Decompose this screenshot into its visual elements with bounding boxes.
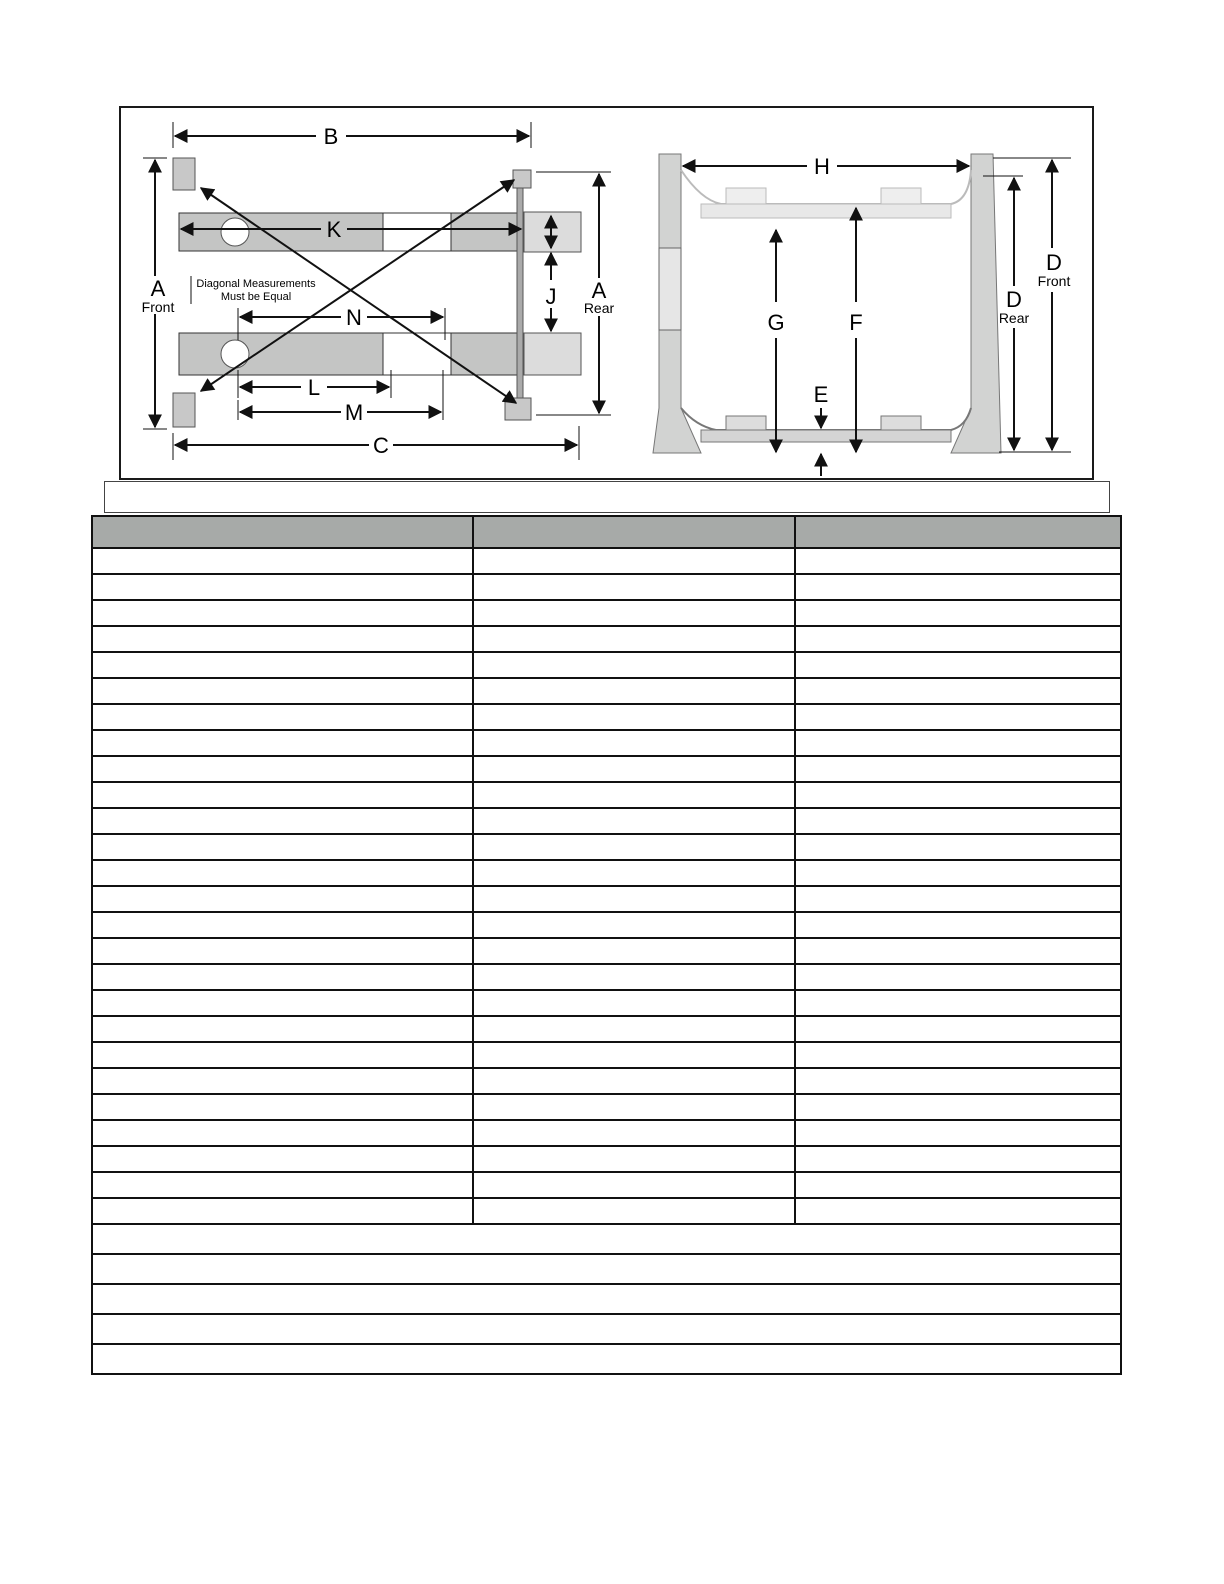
figure-caption <box>104 481 1110 513</box>
table-cell <box>92 652 473 678</box>
table-note-row <box>92 1254 1121 1284</box>
table-cell <box>473 938 795 964</box>
spec-table <box>91 515 1122 1375</box>
table-cell <box>795 1016 1121 1042</box>
table-cell <box>473 652 795 678</box>
table-row <box>92 886 1121 912</box>
table-row <box>92 1016 1121 1042</box>
table-note-cell <box>92 1224 1121 1254</box>
label-F: F <box>849 310 863 335</box>
table-note-row <box>92 1344 1121 1374</box>
diagonal-note-line1: Diagonal Measurements <box>196 278 316 290</box>
table-cell <box>795 730 1121 756</box>
label-D-rear: D <box>1006 287 1022 312</box>
table-cell <box>795 1042 1121 1068</box>
table-cell <box>473 1068 795 1094</box>
table-cell <box>92 964 473 990</box>
table-cell <box>473 808 795 834</box>
table-row <box>92 860 1121 886</box>
table-cell <box>473 626 795 652</box>
table-cell <box>795 548 1121 574</box>
diagonal-note-line2: Must be Equal <box>220 291 292 303</box>
table-row <box>92 990 1121 1016</box>
table-cell <box>92 1042 473 1068</box>
table-cell <box>795 938 1121 964</box>
ramp-top <box>524 212 581 252</box>
table-cell <box>473 860 795 886</box>
top-view <box>142 122 615 460</box>
label-A-rear-word: Rear <box>583 300 615 316</box>
lift-diagram-svg <box>121 108 1096 482</box>
runway-lowered <box>701 430 951 442</box>
table-cell <box>92 600 473 626</box>
table-cell <box>795 834 1121 860</box>
table-cell <box>473 1094 795 1120</box>
label-E: E <box>813 382 829 407</box>
label-A-front-word: Front <box>141 299 175 315</box>
table-header-cell <box>795 516 1121 548</box>
table-cell <box>473 964 795 990</box>
table-cell <box>92 1198 473 1224</box>
table-cell <box>795 1146 1121 1172</box>
table-cell <box>473 1146 795 1172</box>
label-J: J <box>545 284 557 309</box>
label-M: M <box>344 400 364 425</box>
table-cell <box>473 990 795 1016</box>
table-cell <box>92 886 473 912</box>
table-cell <box>473 574 795 600</box>
table-cell <box>473 886 795 912</box>
table-note-cell <box>92 1254 1121 1284</box>
power-unit <box>659 248 681 330</box>
table-cell <box>795 1094 1121 1120</box>
label-G: G <box>767 310 785 335</box>
table-cell <box>795 652 1121 678</box>
table-cell <box>473 1120 795 1146</box>
table-cell <box>473 756 795 782</box>
table-cell <box>473 1016 795 1042</box>
label-N: N <box>346 305 362 330</box>
table-cell <box>795 808 1121 834</box>
table-cell <box>795 678 1121 704</box>
table-row <box>92 938 1121 964</box>
runway-raised <box>701 204 951 218</box>
table-row <box>92 964 1121 990</box>
table-cell <box>795 574 1121 600</box>
table-cell <box>795 886 1121 912</box>
post-front-right <box>173 393 195 427</box>
table-row <box>92 1120 1121 1146</box>
table-cell <box>795 1172 1121 1198</box>
table-cell <box>795 626 1121 652</box>
label-D-front: D <box>1046 250 1062 275</box>
table-row <box>92 1146 1121 1172</box>
lift-dimension-figure <box>119 106 1094 480</box>
table-note-row <box>92 1314 1121 1344</box>
table-cell <box>473 704 795 730</box>
table-cell <box>795 704 1121 730</box>
table-cell <box>92 938 473 964</box>
label-B: B <box>323 124 339 149</box>
ramp-bottom <box>524 333 581 375</box>
table-note-cell <box>92 1314 1121 1344</box>
table-cell <box>473 912 795 938</box>
table-cell <box>795 756 1121 782</box>
table-header-cell <box>473 516 795 548</box>
table-cell <box>92 1016 473 1042</box>
table-cell <box>92 548 473 574</box>
table-row <box>92 834 1121 860</box>
table-note-row <box>92 1284 1121 1314</box>
table-row <box>92 626 1121 652</box>
table-cell <box>92 574 473 600</box>
table-cell <box>473 1172 795 1198</box>
table-note-cell <box>92 1284 1121 1314</box>
table-cell <box>92 626 473 652</box>
table-cell <box>92 834 473 860</box>
label-D-rear-word: Rear <box>998 310 1030 326</box>
table-row <box>92 574 1121 600</box>
table-cell <box>473 782 795 808</box>
label-C: C <box>373 433 389 458</box>
table-cell <box>92 1068 473 1094</box>
table-cell <box>92 704 473 730</box>
table-row <box>92 808 1121 834</box>
table-cell <box>92 912 473 938</box>
table-cell <box>795 860 1121 886</box>
table-cell <box>92 808 473 834</box>
table-row <box>92 730 1121 756</box>
table-note-cell <box>92 1344 1121 1374</box>
label-D-front-word: Front <box>1037 273 1071 289</box>
table-cell <box>795 912 1121 938</box>
table-row <box>92 782 1121 808</box>
table-cell <box>795 964 1121 990</box>
table-cell <box>92 678 473 704</box>
table-cell <box>473 548 795 574</box>
table-cell <box>473 1042 795 1068</box>
table-cell <box>92 1120 473 1146</box>
table-cell <box>795 990 1121 1016</box>
table-row <box>92 912 1121 938</box>
table-cell <box>92 1094 473 1120</box>
table-cell <box>795 1120 1121 1146</box>
table-row <box>92 756 1121 782</box>
table-cell <box>795 782 1121 808</box>
table-body <box>92 548 1121 1374</box>
table-cell <box>92 1146 473 1172</box>
table-header-cell <box>92 516 473 548</box>
post-rear-left <box>513 170 531 188</box>
table-row <box>92 1068 1121 1094</box>
table-row <box>92 1042 1121 1068</box>
table-row <box>92 704 1121 730</box>
table-cell <box>473 600 795 626</box>
table-cell <box>92 990 473 1016</box>
label-A-front: A <box>150 276 166 301</box>
post-right <box>951 154 1001 453</box>
table-cell <box>473 834 795 860</box>
table-row <box>92 600 1121 626</box>
table-cell <box>473 730 795 756</box>
table-cell <box>795 1198 1121 1224</box>
label-A-rear: A <box>591 278 607 303</box>
table-cell <box>92 860 473 886</box>
table-cell <box>473 678 795 704</box>
post-front-left <box>173 158 195 190</box>
table-row <box>92 678 1121 704</box>
label-K: K <box>326 217 342 242</box>
table-row <box>92 652 1121 678</box>
table-cell <box>92 782 473 808</box>
table-header-row <box>92 516 1121 548</box>
table-note-row <box>92 1224 1121 1254</box>
post-rear-right <box>505 398 531 420</box>
table-cell <box>795 600 1121 626</box>
table-row <box>92 1172 1121 1198</box>
table-row <box>92 1198 1121 1224</box>
table-cell <box>795 1068 1121 1094</box>
table-row <box>92 548 1121 574</box>
table-cell <box>92 730 473 756</box>
table-cell <box>473 1198 795 1224</box>
table-row <box>92 1094 1121 1120</box>
label-L: L <box>307 375 321 400</box>
table-cell <box>92 756 473 782</box>
label-H: H <box>814 154 830 179</box>
front-view <box>653 154 1071 476</box>
table-cell <box>92 1172 473 1198</box>
